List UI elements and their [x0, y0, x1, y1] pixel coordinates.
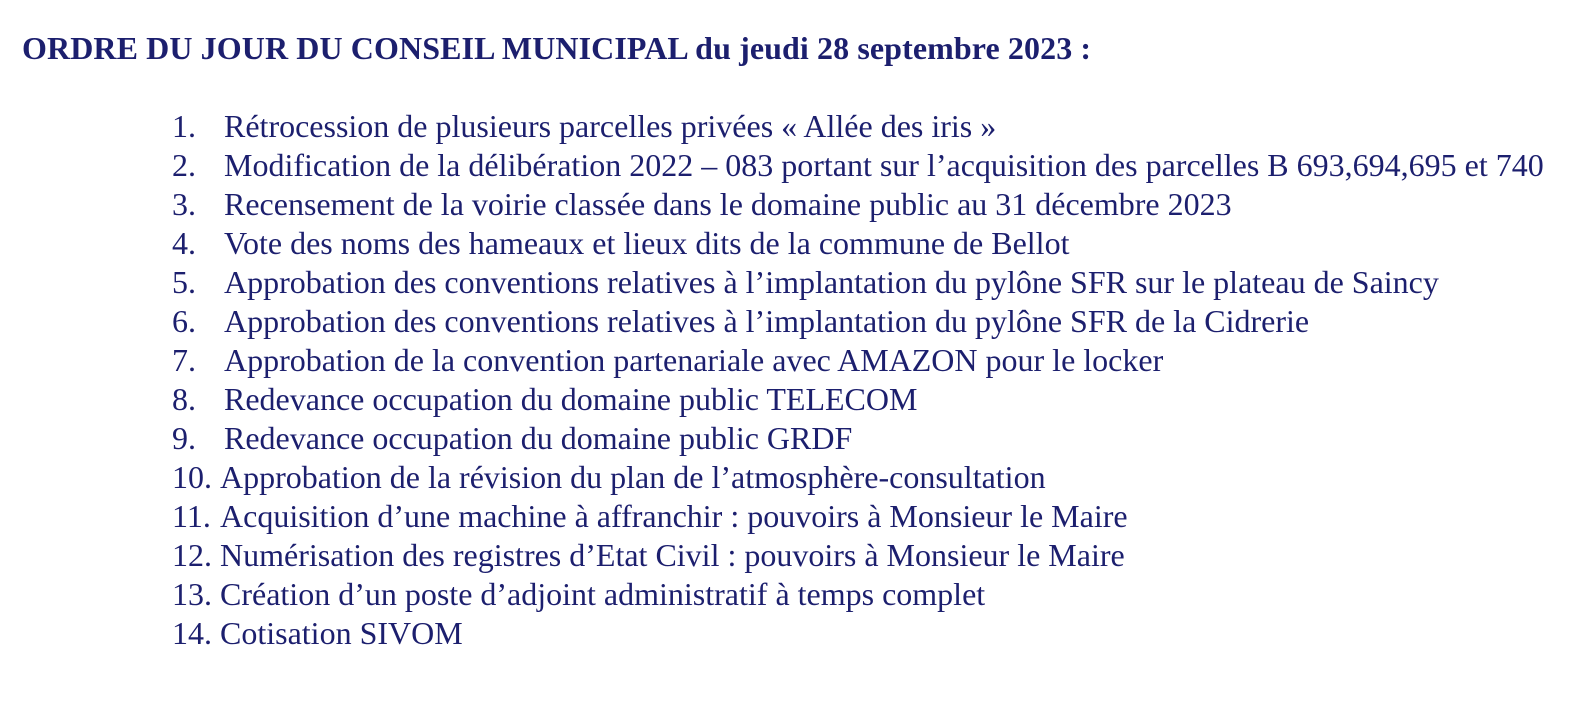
agenda-item — [172, 497, 1562, 536]
agenda-item-number: 4. — [172, 225, 196, 261]
agenda-item-text: Recensement de la voirie classée dans le domaine public au 31 décembre 2023 — [224, 186, 1232, 222]
agenda-item — [172, 263, 1562, 302]
agenda-item — [172, 575, 1562, 614]
agenda-item-number: 3. — [172, 186, 196, 222]
agenda-item-number: 12. — [172, 537, 212, 573]
page-title: ORDRE DU JOUR DU CONSEIL MUNICIPAL du jeudi 28 septembre 2023 : — [22, 30, 1092, 66]
agenda-item — [172, 458, 1562, 497]
agenda-item — [172, 536, 1562, 575]
agenda-item — [172, 614, 1562, 653]
agenda-item-text: Redevance occupation du domaine public TELECOM — [224, 381, 918, 417]
agenda-item — [172, 341, 1562, 380]
agenda-item-text: Approbation de la révision du plan de l’atmosphère-consultation — [220, 459, 1046, 495]
agenda-item-number: 2. — [172, 147, 196, 183]
agenda-item-number: 14. — [172, 615, 212, 651]
agenda-item-text: Rétrocession de plusieurs parcelles privées « Allée des iris » — [224, 108, 997, 144]
agenda-item-text: Approbation des conventions relatives à l’implantation du pylône SFR de la Cidrerie — [224, 303, 1310, 339]
agenda-item-number: 9. — [172, 420, 196, 456]
agenda-item-number: 7. — [172, 342, 196, 378]
agenda-item-text: Numérisation des registres d’Etat Civil : pouvoirs à Monsieur le Maire — [220, 537, 1125, 573]
agenda-item — [172, 302, 1562, 341]
agenda-item — [172, 224, 1562, 263]
agenda-list — [172, 107, 1562, 653]
agenda-item-text: Modification de la délibération 2022 – 083 portant sur l’acquisition des parcelles B 693,694,695 et 740 — [224, 147, 1544, 183]
agenda-item-number: 11. — [172, 498, 211, 534]
agenda-item-text: Acquisition d’une machine à affranchir : pouvoirs à Monsieur le Maire — [220, 498, 1128, 534]
agenda-item — [172, 380, 1562, 419]
agenda-item — [172, 185, 1562, 224]
agenda-item-number: 10. — [172, 459, 212, 495]
agenda-item-number: 8. — [172, 381, 196, 417]
agenda-item-text: Vote des noms des hameaux et lieux dits de la commune de Bellot — [224, 225, 1070, 261]
agenda-item-number: 1. — [172, 108, 196, 144]
agenda-item-text: Cotisation SIVOM — [220, 615, 463, 651]
agenda-item — [172, 146, 1562, 185]
agenda-item-number: 6. — [172, 303, 196, 339]
agenda-item-text: Approbation de la convention partenariale avec AMAZON pour le locker — [224, 342, 1164, 378]
agenda-item-text: Redevance occupation du domaine public GRDF — [224, 420, 853, 456]
agenda-item-text: Création d’un poste d’adjoint administratif à temps complet — [220, 576, 986, 612]
agenda-item — [172, 107, 1562, 146]
agenda-item — [172, 419, 1562, 458]
agenda-item-number: 13. — [172, 576, 212, 612]
agenda-item-number: 5. — [172, 264, 196, 300]
agenda-item-text: Approbation des conventions relatives à l’implantation du pylône SFR sur le plateau de Saincy — [224, 264, 1439, 300]
